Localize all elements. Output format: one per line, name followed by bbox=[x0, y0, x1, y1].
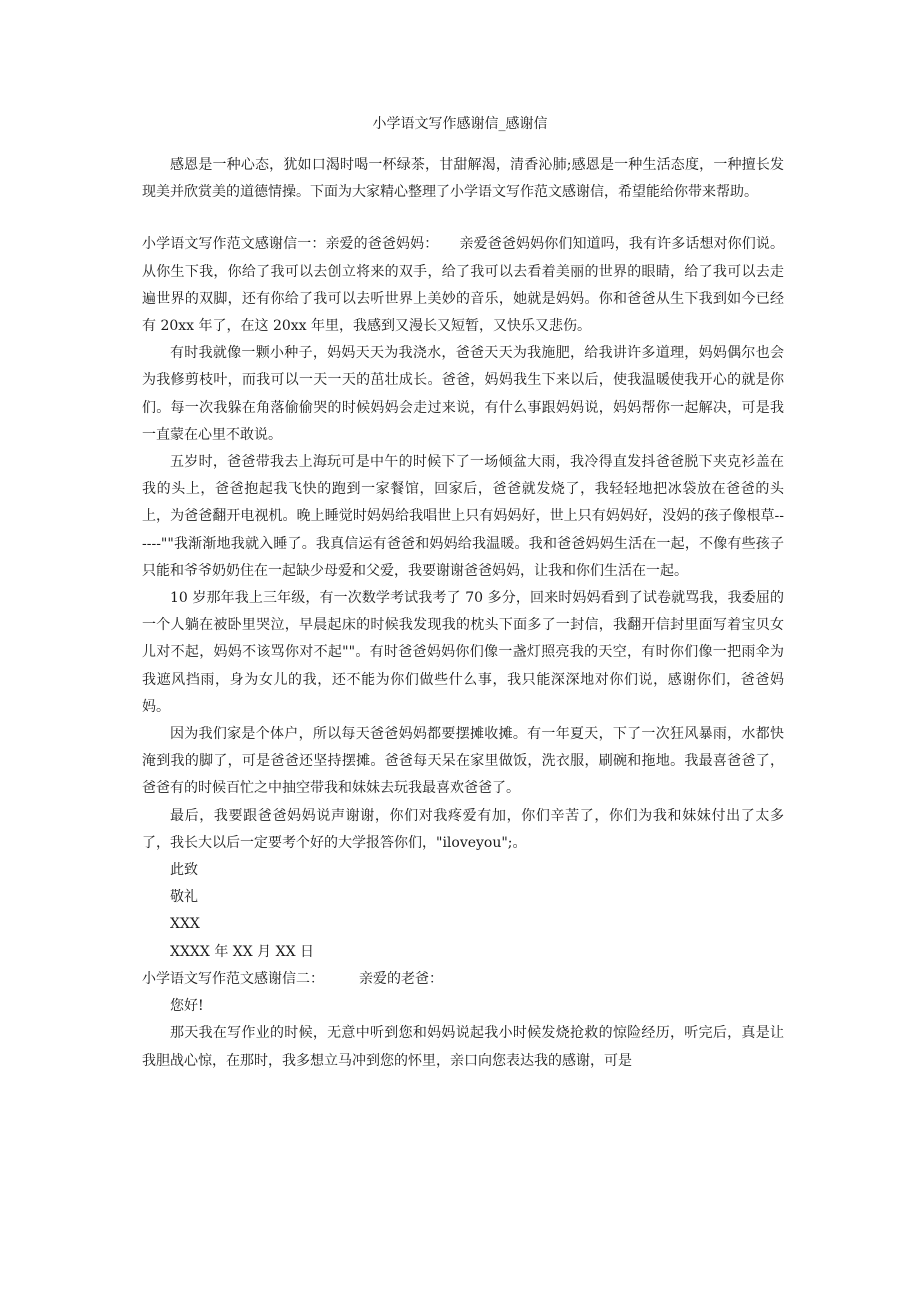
letter1-paragraph-2: 有时我就像一颗小种子，妈妈天天为我浇水，爸爸天天为我施肥，给我讲许多道理，妈妈偶尔也会为我修剪枝叶，而我可以一天一天的茁壮成长。爸爸，妈妈我生下来以后，使我温暖使我开心的就是你们。每一次我躲在角落偷偷哭的时候妈妈会走过来说，有什么事跟妈妈说，妈妈帮你一起解决，可是我一直蒙在心里不敢说。 bbox=[142, 345, 784, 443]
document-body bbox=[142, 152, 784, 1075]
letter2-greeting: 您好! bbox=[170, 998, 204, 1015]
paragraph-gap bbox=[142, 206, 784, 231]
letter1-paragraph-3: 五岁时，爸爸带我去上海玩可是中午的时候下了一场倾盆大雨，我冷得直发抖爸爸脱下夹克衫盖在我的头上，爸爸抱起我飞快的跑到一家餐馆，回家后，爸爸就发烧了，我轻轻地把冰袋放在爸爸的头上，为爸爸翻开电视机。晚上睡觉时妈妈给我唱世上只有妈妈好，世上只有妈妈好，没妈的孩子像根草------""我渐渐地我就入睡了。我真信运有爸爸和妈妈给我温暖。我和爸爸妈妈生活在一起，不像有些孩子只能和爷爷奶奶住在一起缺少母爱和父爱，我要谢谢爸爸妈妈，让我和你们生活在一起。 bbox=[142, 454, 784, 579]
letter1-paragraph-4: 10 岁那年我上三年级，有一次数学考试我考了 70 多分，回来时妈妈看到了试卷就骂我，我委屈的一个人躺在被卧里哭泣，早晨起床的时候我发现我的枕头下面多了一封信，我翻开信封里面写着宝贝女儿对不起，妈妈不该骂你对不起""。有时爸爸妈妈你们像一盏灯照亮我的天空，有时你们像一把雨伞为我遮风挡雨，身为女儿的我，还不能为你们做些什么事，我只能深深地对你们说，感谢你们，爸爸妈妈。 bbox=[142, 590, 784, 715]
letter1-closing-2: 敬礼 bbox=[170, 889, 198, 906]
letter1-heading-paragraph: 小学语文写作范文感谢信一：亲爱的爸爸妈妈： 亲爱爸爸妈妈你们知道吗，我有许多话想对你们说。从你生下我，你给了我可以去创立将来的双手，给了我可以去看着美丽的世界的眼睛，给了我可以去走遍世界的双脚，还有你给了我可以去听世界上美妙的音乐，她就是妈妈。你和爸爸从生下我到如今已经有 20xx 年了，在这 20xx 年里，我感到又漫长又短暂，又快乐又悲伤。 bbox=[142, 236, 784, 335]
letter1-signature: XXX bbox=[170, 916, 200, 933]
letter1-date: XXXX 年 XX 月 XX 日 bbox=[170, 943, 314, 960]
letter1-paragraph-5: 因为我们家是个体户，所以每天爸爸妈妈都要摆摊收摊。有一年夏天，下了一次狂风暴雨，水都快淹到我的脚了，可是爸爸还坚持摆摊。爸爸每天呆在家里做饭，洗衣服，刷碗和拖地。我最喜爸爸了，爸爸有的时候百忙之中抽空带我和妹妹去玩我最喜欢爸爸了。 bbox=[142, 726, 784, 797]
letter2-paragraph-1: 那天我在写作业的时候，无意中听到您和妈妈说起我小时候发烧抢救的惊险经历，听完后，真是让我胆战心惊，在那时，我多想立马冲到您的怀里，亲口向您表达我的感谢，可是 bbox=[142, 1025, 784, 1069]
page-title: 小学语文写作感谢信_感谢信 bbox=[372, 116, 548, 132]
letter1-closing-1: 此致 bbox=[170, 862, 198, 879]
intro-paragraph: 感恩是一种心态，犹如口渴时喝一杯绿茶，甘甜解渴，清香沁肺;感恩是一种生活态度，一种擅长发现美并欣赏美的道德情操。下面为大家精心整理了小学语文写作范文感谢信，希望能给你带来帮助。 bbox=[142, 157, 784, 201]
letter1-paragraph-6: 最后，我要跟爸爸妈妈说声谢谢，你们对我疼爱有加，你们辛苦了，你们为我和妹妹付出了太多了，我长大以后一定要考个好的大学报答你们，"iloveyou";。 bbox=[142, 807, 784, 851]
letter2-heading: 小学语文写作范文感谢信二： 亲爱的老爸： bbox=[142, 970, 443, 987]
